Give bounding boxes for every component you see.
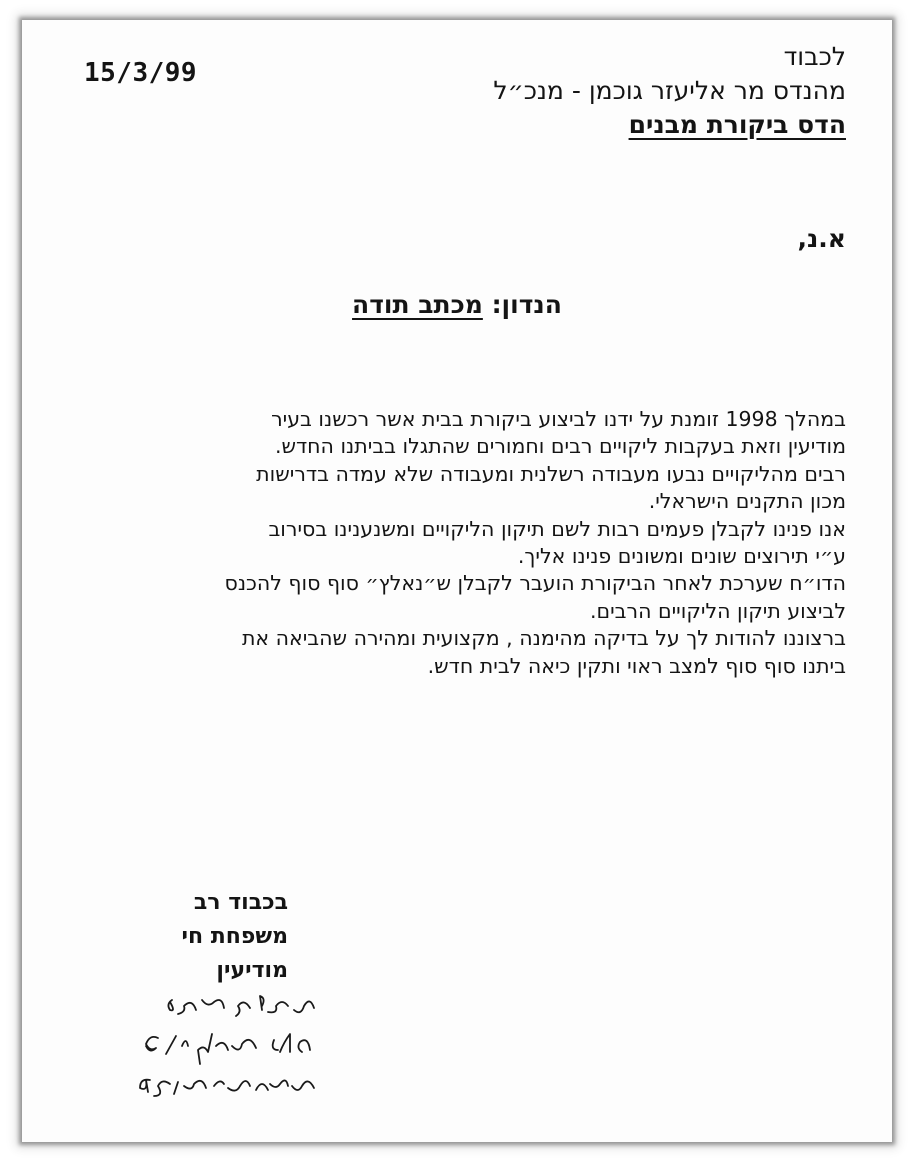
letter-body xyxy=(56,406,846,680)
recipient-block xyxy=(493,40,846,142)
body-line: ברצוננו להודות לך על בדיקה מהימנה , מקצועית ומהירה שהביאה את xyxy=(241,626,846,651)
body-line: ביתנו סוף סוף למצב ראוי ותקין כיאה לבית חדש. xyxy=(427,653,846,678)
body-line: לביצוע תיקון הליקויים הרבים. xyxy=(589,598,846,623)
body-line: מודיעין וזאת בעקבות ליקויים רבים וחמורים שהתגלו בביתנו החדש. xyxy=(274,434,846,459)
recipient-company: הדס ביקורת מבנים xyxy=(628,110,846,139)
subject-line xyxy=(22,290,892,319)
recipient-greeting: לכבוד xyxy=(783,42,846,71)
salutation: א.נ, xyxy=(797,224,846,253)
body-line: ע״י תירוצים שונים ומשונים פנינו אליך. xyxy=(517,544,846,569)
body-line: במהלך 1998 זומנת על ידנו לביצוע ביקורת בבית אשר רכשנו בעיר xyxy=(271,407,846,431)
closing-block xyxy=(182,886,288,988)
subject-title: מכתב תודה xyxy=(352,290,483,319)
body-line: רבים מהליקויים נבעו מעבודה רשלנית ומעבודה שלא עמדה בדרישות xyxy=(256,461,846,486)
closing-city: מודיעין xyxy=(216,958,288,983)
handwritten-signature xyxy=(92,986,322,1116)
letter-frame xyxy=(22,20,892,1142)
recipient-name: מהנדס מר אליעזר גוכמן - מנכ״ל xyxy=(493,76,846,105)
closing-regards: בכבוד רב xyxy=(193,890,288,915)
letter-page xyxy=(22,20,892,1142)
body-line: הדו״ח שערכת לאחר הביקורת הועבר לקבלן ש״נאלץ״ סוף סוף להכנס xyxy=(224,571,846,596)
subject-prefix: הנדון: xyxy=(482,290,562,319)
letter-date: 15/3/99 xyxy=(84,58,198,88)
closing-family: משפחת חי xyxy=(181,924,288,949)
body-line: אנו פנינו לקבלן פעמים רבות לשם תיקון הליקויים ומשנענינו בסירוב xyxy=(268,516,846,541)
body-line: מכון התקנים הישראלי. xyxy=(648,489,846,514)
